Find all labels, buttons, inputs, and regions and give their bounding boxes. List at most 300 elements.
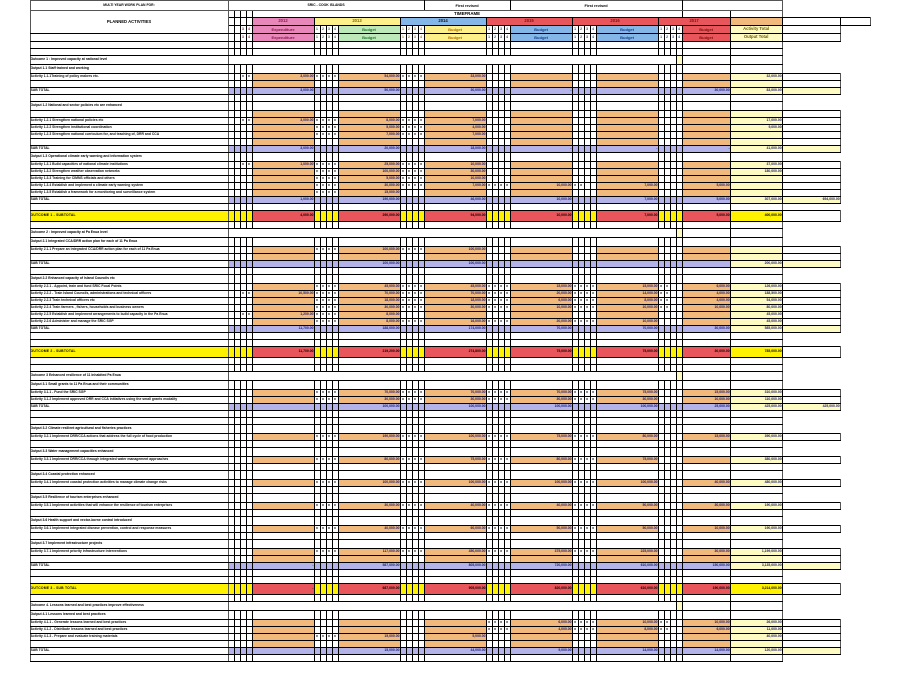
gap-cell — [730, 411, 782, 418]
spacer-cell — [840, 480, 870, 487]
spacer-cell — [0, 602, 30, 611]
mark-cell: x — [572, 627, 578, 634]
value-cell — [596, 74, 658, 81]
mark-cell: x — [486, 457, 492, 464]
output-2-1-title: Output 2.1 Integrated CCA/DRR action plan for each of 11 Pa Enua — [30, 238, 228, 247]
mark-cell: x — [498, 183, 504, 190]
subtotal-3-7: SUB TOTAL — [30, 563, 228, 570]
value-cell: 10,500.00 — [252, 291, 314, 298]
mark-cell: x — [332, 549, 338, 556]
gap-cell — [424, 358, 486, 365]
mark-cell: x — [314, 457, 320, 464]
subtotal-1-2: SUB TOTAL — [30, 146, 228, 153]
gap-cell — [596, 418, 658, 425]
value-cell: 10,000.00 — [510, 305, 572, 312]
activity-total-cell — [730, 183, 782, 190]
mark-cell: x — [504, 620, 510, 627]
spacer-cell — [0, 284, 30, 291]
spacer-cell — [0, 118, 30, 125]
spacer-cell — [840, 139, 870, 146]
gap-cell — [252, 441, 314, 448]
mark-cell: x — [406, 169, 412, 176]
value-cell: 80,000.00 — [338, 457, 400, 464]
gap-cell — [252, 222, 314, 229]
row-cell — [682, 56, 730, 65]
mark-cell: x — [584, 305, 590, 312]
value-cell — [682, 162, 730, 169]
value-cell — [252, 526, 314, 533]
value-cell: 70,000.00 — [338, 390, 400, 397]
mark-cell: x — [320, 284, 326, 291]
mark-cell: x — [504, 390, 510, 397]
mark-cell: x — [418, 503, 424, 510]
value-cell: 30,000.00 — [596, 397, 658, 404]
subtotal-2-1: SUB TOTAL — [30, 261, 228, 268]
mark-cell: x — [572, 284, 578, 291]
mark-cell: x — [412, 247, 418, 254]
empty-value-cell — [510, 641, 572, 648]
quarter-2014-q3: 3 — [412, 26, 418, 34]
outcome-3-title: Outcome 3 Enhanced resilience of 11 Inhabited Pa Enua — [30, 372, 228, 381]
output-total-cell — [782, 397, 840, 404]
value-cell — [252, 169, 314, 176]
output-total-cell — [782, 503, 840, 510]
gap-cell — [252, 595, 314, 602]
value-cell — [596, 176, 658, 183]
empty-value-cell — [252, 254, 314, 261]
subtotal-value-cell: - — [510, 88, 572, 95]
mark-cell: x — [326, 169, 332, 176]
gap-label-cell — [30, 487, 228, 494]
spacer-cell — [782, 448, 840, 457]
mark-cell: x — [332, 526, 338, 533]
gap-cell — [596, 340, 658, 347]
row-cell — [424, 229, 486, 238]
gap-label-cell — [30, 268, 228, 275]
gap-cell — [510, 268, 572, 275]
quarter-2017-q4: 4 — [676, 26, 682, 34]
value-cell — [424, 627, 486, 634]
activity-total-cell: 11,000.00 — [730, 627, 782, 634]
gap-cell — [596, 95, 658, 102]
spacer-cell — [0, 464, 30, 471]
mark-cell: x — [578, 526, 584, 533]
gap-cell — [682, 464, 730, 471]
gap-cell — [252, 95, 314, 102]
gap-cell — [596, 222, 658, 229]
mark-cell: x — [412, 183, 418, 190]
subtotal-value-cell: 190,000.00 — [338, 197, 400, 204]
mark-cell: x — [504, 319, 510, 326]
gap-cell — [338, 222, 400, 229]
value-cell: 8,000.00 — [338, 118, 400, 125]
mark-cell: x — [418, 132, 424, 139]
quarter2-2015-q2: 2 — [492, 34, 498, 42]
spacer-cell — [0, 176, 30, 183]
mark-cell: x — [578, 319, 584, 326]
gap-cell — [596, 570, 658, 577]
spacer-cell — [0, 347, 30, 358]
spacer-cell — [782, 268, 840, 275]
subtotal-total-cell: 425,000.00 — [730, 404, 782, 411]
empty-cell — [596, 42, 658, 49]
activity-1-1-0: Activity 1.1.1Training of policy makers etc. — [30, 74, 228, 81]
mark-cell: x — [486, 549, 492, 556]
spacer-cell — [782, 487, 840, 494]
spacer-cell — [0, 517, 30, 526]
row-cell — [682, 425, 730, 434]
row-cell — [596, 65, 658, 74]
mark-cell: x — [332, 183, 338, 190]
spacer-cell — [782, 102, 840, 111]
value-cell — [252, 190, 314, 197]
gap-cell — [510, 487, 572, 494]
mark-cell: x — [332, 74, 338, 81]
spacer-cell — [0, 11, 30, 18]
spacer-cell — [0, 563, 30, 570]
mark-cell: x — [572, 526, 578, 533]
mark-cell: x — [658, 291, 664, 298]
spacer-cell — [0, 503, 30, 510]
mark-cell: x — [320, 397, 326, 404]
year-type2-2016: Budget — [596, 34, 658, 42]
gap-label-cell — [30, 365, 228, 372]
mark-cell: x — [406, 298, 412, 305]
row-cell — [424, 494, 486, 503]
subtotal-total-cell: 307,000.00 — [730, 197, 782, 204]
gap-cell — [338, 418, 400, 425]
mark-cell: x — [498, 284, 504, 291]
spacer-cell — [0, 648, 30, 655]
mark-cell: x — [664, 305, 670, 312]
mark-cell: x — [492, 480, 498, 487]
big-subtotal-value: 75,000.00 — [596, 347, 658, 358]
activity-total-cell — [730, 190, 782, 197]
spacer-cell — [782, 510, 840, 517]
activity-2-2-0: Activity 2.2.1 - Appoint, train and fund SRIC Focal Points — [30, 284, 228, 291]
value-cell: 8,000.00 — [596, 627, 658, 634]
subtotal-value-cell — [252, 648, 314, 655]
spacer-cell — [0, 111, 30, 118]
value-cell: 7,000.00 — [424, 183, 486, 190]
spacer-cell — [0, 254, 30, 261]
quarter2-2013-q4: 4 — [332, 34, 338, 42]
empty-cell — [730, 42, 782, 49]
value-cell — [510, 162, 572, 169]
value-cell: 1,200.00 — [252, 312, 314, 319]
row-cell — [596, 611, 658, 620]
mark-cell: x — [418, 457, 424, 464]
output-3-5-title: Output 3.5 Resilience of tourism enterprises enhanced — [30, 494, 228, 503]
spacer-cell — [0, 74, 30, 81]
gap-label-cell — [30, 204, 228, 211]
empty-cell — [730, 49, 782, 56]
empty-value-cell — [252, 556, 314, 563]
mark-cell: x — [332, 125, 338, 132]
spacer-cell — [0, 510, 30, 517]
value-cell: 4,000.00 — [424, 125, 486, 132]
empty-value-cell — [252, 111, 314, 118]
big-subtotal-pad — [782, 584, 840, 595]
empty-cell — [424, 49, 486, 56]
mark-cell: x — [246, 312, 252, 319]
mark-cell: x — [326, 319, 332, 326]
value-cell: 5,000.00 — [338, 125, 400, 132]
row-cell — [596, 602, 658, 611]
value-cell — [682, 132, 730, 139]
empty-cell — [682, 42, 730, 49]
mark-cell: x — [504, 503, 510, 510]
value-cell: 40,000.00 — [424, 503, 486, 510]
row-cell — [510, 102, 572, 111]
spacer-cell — [782, 655, 840, 662]
value-cell: 30,000.00 — [338, 503, 400, 510]
mark-cell: x — [418, 526, 424, 533]
spacer-cell — [782, 42, 840, 49]
mark-cell: x — [406, 434, 412, 441]
mark-cell: x — [400, 118, 406, 125]
spacer-cell — [0, 319, 30, 326]
mark-cell: x — [584, 291, 590, 298]
value-cell — [252, 125, 314, 132]
spacer-cell — [0, 153, 30, 162]
value-cell: 50,000.00 — [510, 526, 572, 533]
quarter2-2012-q4: 4 — [246, 34, 252, 42]
mark-cell: x — [498, 549, 504, 556]
activity-3-5-0: Activity 3.5.1 Implement activities that will enhance the resilience of tourism enterprises — [30, 503, 228, 510]
empty-cell — [596, 49, 658, 56]
mark-cell: x — [314, 526, 320, 533]
mark-cell: x — [584, 457, 590, 464]
mark-cell: x — [406, 291, 412, 298]
spacer-cell — [0, 88, 30, 95]
activity-total-cell — [730, 176, 782, 183]
gap-cell — [730, 365, 782, 372]
mark-cell: x — [486, 526, 492, 533]
mark-cell: x — [578, 503, 584, 510]
gap-label-cell — [30, 533, 228, 540]
mark-cell: x — [418, 125, 424, 132]
mark-cell: x — [326, 480, 332, 487]
spacer-cell — [0, 169, 30, 176]
mark-cell: x — [400, 457, 406, 464]
spacer-cell — [840, 211, 870, 222]
empty-value-cell — [682, 641, 730, 648]
subtotal-value-cell: 15,000.00 — [338, 648, 400, 655]
mark-cell: x — [400, 132, 406, 139]
mark-cell: x — [486, 397, 492, 404]
spacer-cell — [840, 563, 870, 570]
value-cell: 20,000.00 — [510, 291, 572, 298]
row-cell — [596, 517, 658, 526]
row-cell — [252, 611, 314, 620]
gap-label-cell — [30, 464, 228, 471]
value-cell: 10,000.00 — [682, 526, 730, 533]
mark-cell: x — [320, 74, 326, 81]
row-cell — [252, 471, 314, 480]
spacer-cell — [840, 397, 870, 404]
output-3-2-title: Output 3.2 Climate resilient agricultural and fisheries practices — [30, 425, 228, 434]
gap-label-cell — [30, 358, 228, 365]
row-cell — [252, 102, 314, 111]
mark-cell: x — [314, 118, 320, 125]
gap-cell — [510, 95, 572, 102]
mark-cell: x — [320, 503, 326, 510]
gap-cell — [730, 595, 782, 602]
mark-cell: x — [412, 319, 418, 326]
quarter2-2013-q2: 2 — [320, 34, 326, 42]
row-cell — [252, 238, 314, 247]
spacer-cell — [782, 411, 840, 418]
activity-total-cell: 190,000.00 — [730, 503, 782, 510]
value-cell: 30,000.00 — [424, 305, 486, 312]
year-type2-2017: Budget — [682, 34, 730, 42]
mark-cell: x — [326, 305, 332, 312]
mark-cell: x — [332, 176, 338, 183]
output-total-cell — [782, 305, 840, 312]
gap-cell — [338, 533, 400, 540]
gap-cell — [510, 533, 572, 540]
empty-value-cell — [338, 81, 400, 88]
spacer-cell — [840, 404, 870, 411]
mark-cell: x — [492, 390, 498, 397]
spacer-cell — [840, 111, 870, 118]
spacer-cell — [840, 312, 870, 319]
spacer-cell — [0, 211, 30, 222]
spacer-cell — [0, 471, 30, 480]
gap-cell — [596, 365, 658, 372]
row-cell — [252, 494, 314, 503]
mark-cell: x — [326, 457, 332, 464]
value-cell — [252, 397, 314, 404]
spacer-cell — [0, 441, 30, 448]
value-cell — [252, 305, 314, 312]
big-subtotal-value: 820,000.00 — [510, 584, 572, 595]
big-subtotal-value: 274,800.00 — [424, 347, 486, 358]
row-cell — [596, 471, 658, 480]
mark-cell: x — [314, 319, 320, 326]
mark-cell: x — [664, 284, 670, 291]
value-cell: 30,000.00 — [682, 549, 730, 556]
value-cell: 4,000.00 — [682, 291, 730, 298]
mark-cell: x — [326, 390, 332, 397]
spacer-cell — [0, 238, 30, 247]
spacer-cell — [0, 132, 30, 139]
value-cell — [252, 132, 314, 139]
spacer-cell — [782, 1, 840, 11]
row-cell — [682, 517, 730, 526]
row-cell — [252, 65, 314, 74]
mark-cell: x — [412, 132, 418, 139]
mark-cell: x — [418, 284, 424, 291]
activity-total-cell: 380,000.00 — [730, 457, 782, 464]
gap-cell — [252, 358, 314, 365]
value-cell: 18,000.00 — [424, 298, 486, 305]
value-cell: 60,000.00 — [424, 526, 486, 533]
empty-value-cell — [424, 139, 486, 146]
mark-cell: x — [418, 298, 424, 305]
mark-cell: x — [658, 298, 664, 305]
mark-cell: x — [332, 390, 338, 397]
mark-cell: x — [412, 284, 418, 291]
mark-cell: x — [246, 74, 252, 81]
output-total-cell — [782, 284, 840, 291]
mark-cell: x — [584, 434, 590, 441]
gap-cell — [682, 411, 730, 418]
mark-cell: x — [492, 434, 498, 441]
spacer-cell — [0, 197, 30, 204]
row-cell — [338, 540, 400, 549]
value-cell: 30,000.00 — [338, 397, 400, 404]
row-cell — [424, 602, 486, 611]
quarter2-2017-q1: 1 — [658, 34, 664, 42]
subtotal-value-cell: 720,000.00 — [510, 563, 572, 570]
mark-cell: x — [400, 480, 406, 487]
gap-cell — [510, 464, 572, 471]
mark-cell: x — [406, 118, 412, 125]
row-cell — [252, 56, 314, 65]
mark-cell: x — [326, 503, 332, 510]
gap-cell — [682, 655, 730, 662]
activity-total-pad — [782, 18, 840, 26]
gap-cell — [338, 365, 400, 372]
mark-cell: x — [584, 319, 590, 326]
spacer-cell — [0, 425, 30, 434]
gap-cell — [730, 222, 782, 229]
mark-cell: x — [326, 291, 332, 298]
value-cell — [252, 284, 314, 291]
row-cell — [252, 381, 314, 390]
activity-total-cell: 32,000.00 — [730, 74, 782, 81]
spacer-cell — [0, 81, 30, 88]
mark-cell: x — [412, 305, 418, 312]
row-cell — [510, 275, 572, 284]
mark-cell: x — [590, 457, 596, 464]
value-cell — [596, 634, 658, 641]
value-cell: 10,000.00 — [682, 620, 730, 627]
value-cell: 10,000.00 — [682, 397, 730, 404]
row-cell — [424, 65, 486, 74]
gap-cell — [252, 533, 314, 540]
mark-cell: x — [320, 457, 326, 464]
value-cell: 4,000.00 — [510, 627, 572, 634]
empty-value-cell — [338, 556, 400, 563]
value-cell — [510, 312, 572, 319]
subtotal-value-cell: 188,000.00 — [338, 326, 400, 333]
empty-label-cell — [30, 81, 228, 88]
gap-cell — [682, 204, 730, 211]
mark-cell: x — [314, 162, 320, 169]
row-cell — [510, 425, 572, 434]
value-cell: 18,000.00 — [338, 298, 400, 305]
value-cell: 1,000.00 — [252, 162, 314, 169]
row-cell — [510, 56, 572, 65]
gap-cell — [510, 358, 572, 365]
spacer-cell — [0, 326, 30, 333]
spacer-cell — [782, 365, 840, 372]
mark-cell: x — [400, 247, 406, 254]
big-subtotal-value: 30,000.00 — [682, 347, 730, 358]
spacer-cell — [0, 26, 30, 34]
row-cell — [338, 494, 400, 503]
gap-cell — [682, 441, 730, 448]
quarter2-2016-q3: 3 — [584, 34, 590, 42]
mark-cell: x — [504, 434, 510, 441]
value-cell: 117,000.00 — [338, 549, 400, 556]
value-cell — [252, 620, 314, 627]
spacer-cell — [782, 229, 840, 238]
gap-cell — [596, 464, 658, 471]
